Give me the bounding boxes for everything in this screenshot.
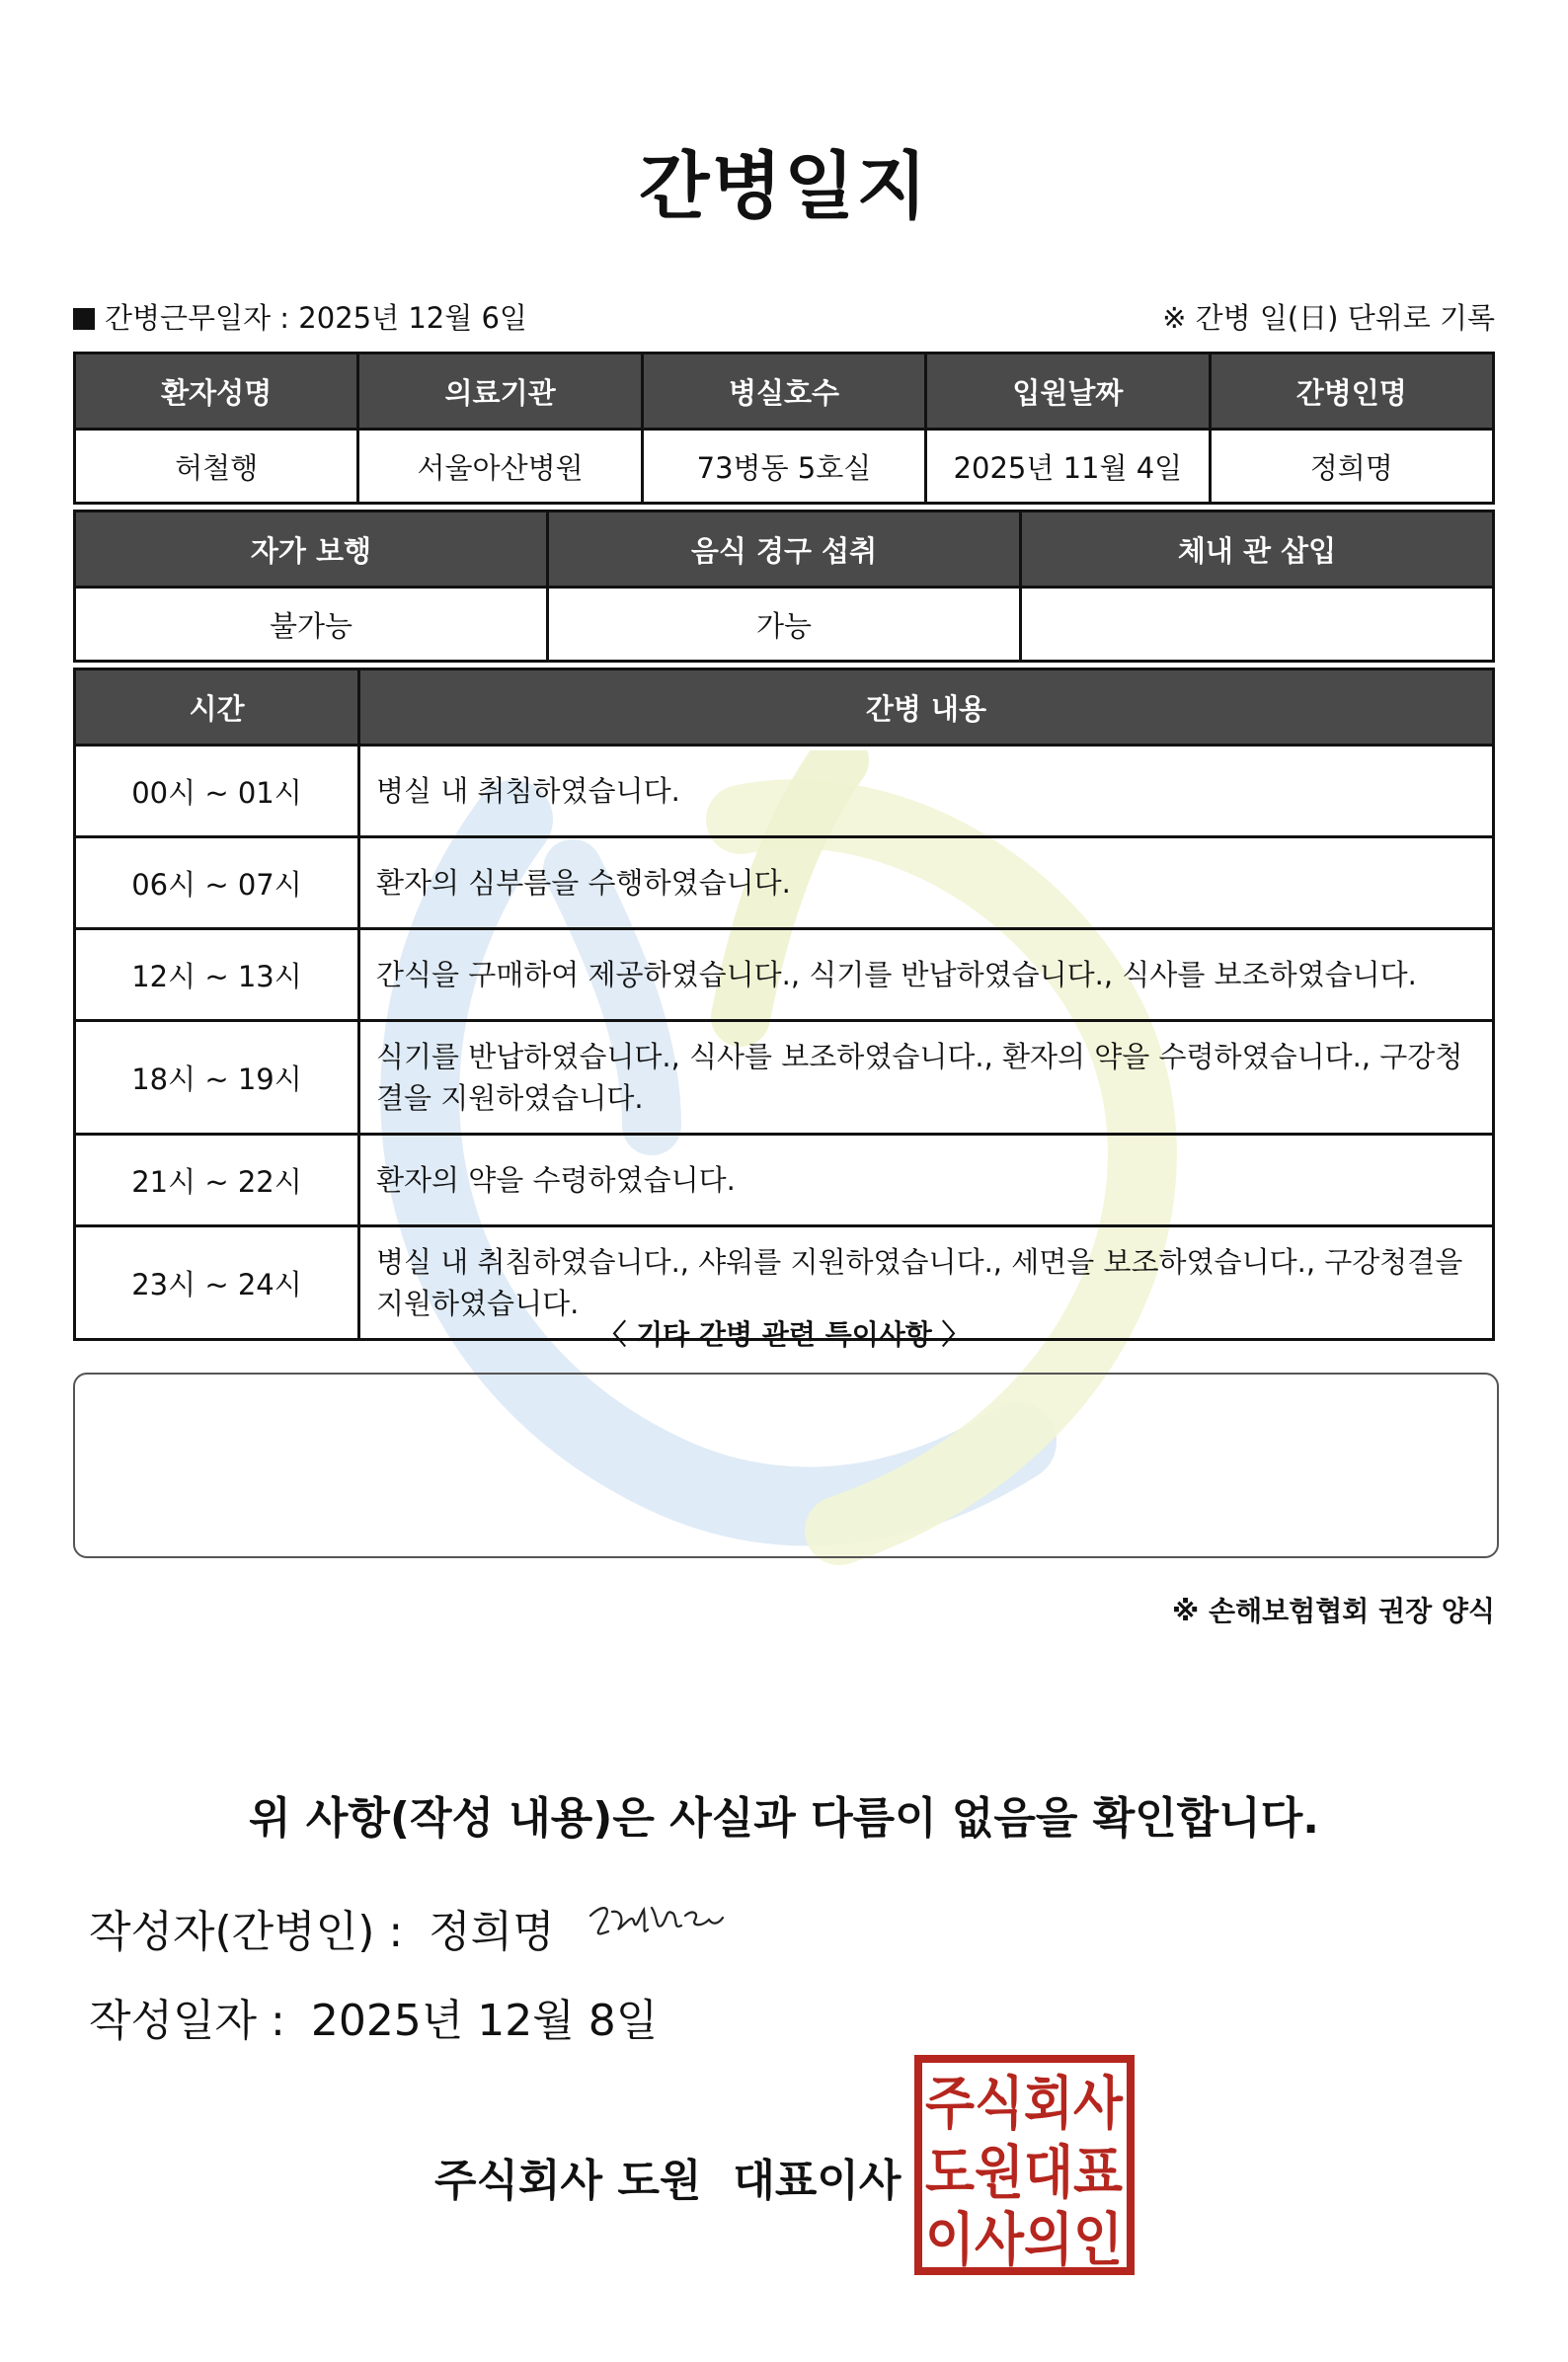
page-title: 간병일지 xyxy=(639,144,929,229)
header-care-content: 간병 내용 xyxy=(359,669,1494,746)
confirmation-statement: 위 사항(작성 내용)은 사실과 다름이 없음을 확인합니다. xyxy=(249,1793,1319,1844)
table-row xyxy=(75,746,1494,837)
writer-line xyxy=(89,1896,555,1959)
write-date-value: 2025년 12월 8일 xyxy=(310,1996,659,2046)
tube-insertion-value xyxy=(1021,588,1494,662)
header-tube-insertion: 체내 관 삽입 xyxy=(1021,512,1494,588)
signature-image xyxy=(583,1886,731,1955)
special-notes-box xyxy=(73,1373,1499,1558)
time-cell: 21시 ~ 22시 xyxy=(75,1135,359,1226)
patient-info-table xyxy=(73,352,1495,505)
caregiver-name: 정희명 xyxy=(1210,430,1493,504)
care-content-cell: 환자의 심부름을 수행하였습니다. xyxy=(359,837,1494,929)
table-row xyxy=(75,1135,1494,1226)
meta-row xyxy=(73,296,1495,336)
seal-line-2: 도원대표 xyxy=(925,2139,1123,2206)
header-patient-name: 환자성명 xyxy=(75,354,358,430)
square-bullet-icon xyxy=(73,308,95,330)
admission-date: 2025년 11월 4일 xyxy=(926,430,1210,504)
care-schedule-table xyxy=(73,668,1495,1341)
table-row xyxy=(75,837,1494,929)
room-number: 73병동 5호실 xyxy=(642,430,925,504)
time-cell: 23시 ~ 24시 xyxy=(75,1226,359,1340)
seal-line-1: 주식회사 xyxy=(925,2070,1124,2137)
writer-label: 작성자(간병인) : xyxy=(89,1907,404,1957)
header-time: 시간 xyxy=(75,669,359,746)
care-content-cell: 병실 내 취침하였습니다., 샤워를 지원하였습니다., 세면을 보조하였습니다., 구강청결을 지원하였습니다. xyxy=(359,1226,1494,1340)
work-date-label: 간병근무일자 : xyxy=(105,301,290,335)
time-cell: 06시 ~ 07시 xyxy=(75,837,359,929)
table-row xyxy=(75,929,1494,1021)
time-cell: 00시 ~ 01시 xyxy=(75,746,359,837)
work-date-value: 2025년 12월 6일 xyxy=(298,301,527,335)
company-seal-image xyxy=(913,2054,1136,2276)
self-walking-value: 불가능 xyxy=(75,588,548,662)
ceo-title: 대표이사 xyxy=(733,2156,902,2206)
company-name: 주식회사 도원 xyxy=(434,2156,702,2206)
care-content-cell: 환자의 약을 수령하였습니다. xyxy=(359,1135,1494,1226)
time-cell: 12시 ~ 13시 xyxy=(75,929,359,1021)
header-oral-intake: 음식 경구 섭취 xyxy=(548,512,1021,588)
time-cell: 18시 ~ 19시 xyxy=(75,1021,359,1135)
header-room: 병실호수 xyxy=(642,354,925,430)
work-date-line xyxy=(73,296,527,337)
header-hospital: 의료기관 xyxy=(358,354,642,430)
company-line xyxy=(434,2145,901,2208)
care-content-cell: 병실 내 취침하였습니다. xyxy=(359,746,1494,837)
oral-intake-value: 가능 xyxy=(548,588,1021,662)
header-admission-date: 입원날짜 xyxy=(926,354,1210,430)
form-source-note: ※ 손해보험협회 권장 양식 xyxy=(1172,1595,1495,1627)
writer-name: 정희명 xyxy=(429,1907,555,1957)
seal-line-3: 이사의인 xyxy=(925,2206,1123,2273)
patient-name: 허철행 xyxy=(75,430,358,504)
notes-caption: 〈 기타 간병 관련 특이사항 〉 xyxy=(598,1318,970,1351)
care-content-cell: 식기를 반납하였습니다., 식사를 보조하였습니다., 환자의 약을 수령하였습니다., 구강청결을 지원하였습니다. xyxy=(359,1021,1494,1135)
care-content-cell: 간식을 구매하여 제공하였습니다., 식기를 반납하였습니다., 식사를 보조하였습니다. xyxy=(359,929,1494,1021)
write-date-line xyxy=(89,1985,658,2048)
header-caregiver: 간병인명 xyxy=(1210,354,1493,430)
table-row xyxy=(75,1021,1494,1135)
hospital-name: 서울아산병원 xyxy=(358,430,642,504)
write-date-label: 작성일자 : xyxy=(89,1996,285,2046)
patient-status-table xyxy=(73,510,1495,663)
header-self-walking: 자가 보행 xyxy=(75,512,548,588)
record-note: ※ 간병 일(日) 단위로 기록 xyxy=(1162,301,1495,335)
